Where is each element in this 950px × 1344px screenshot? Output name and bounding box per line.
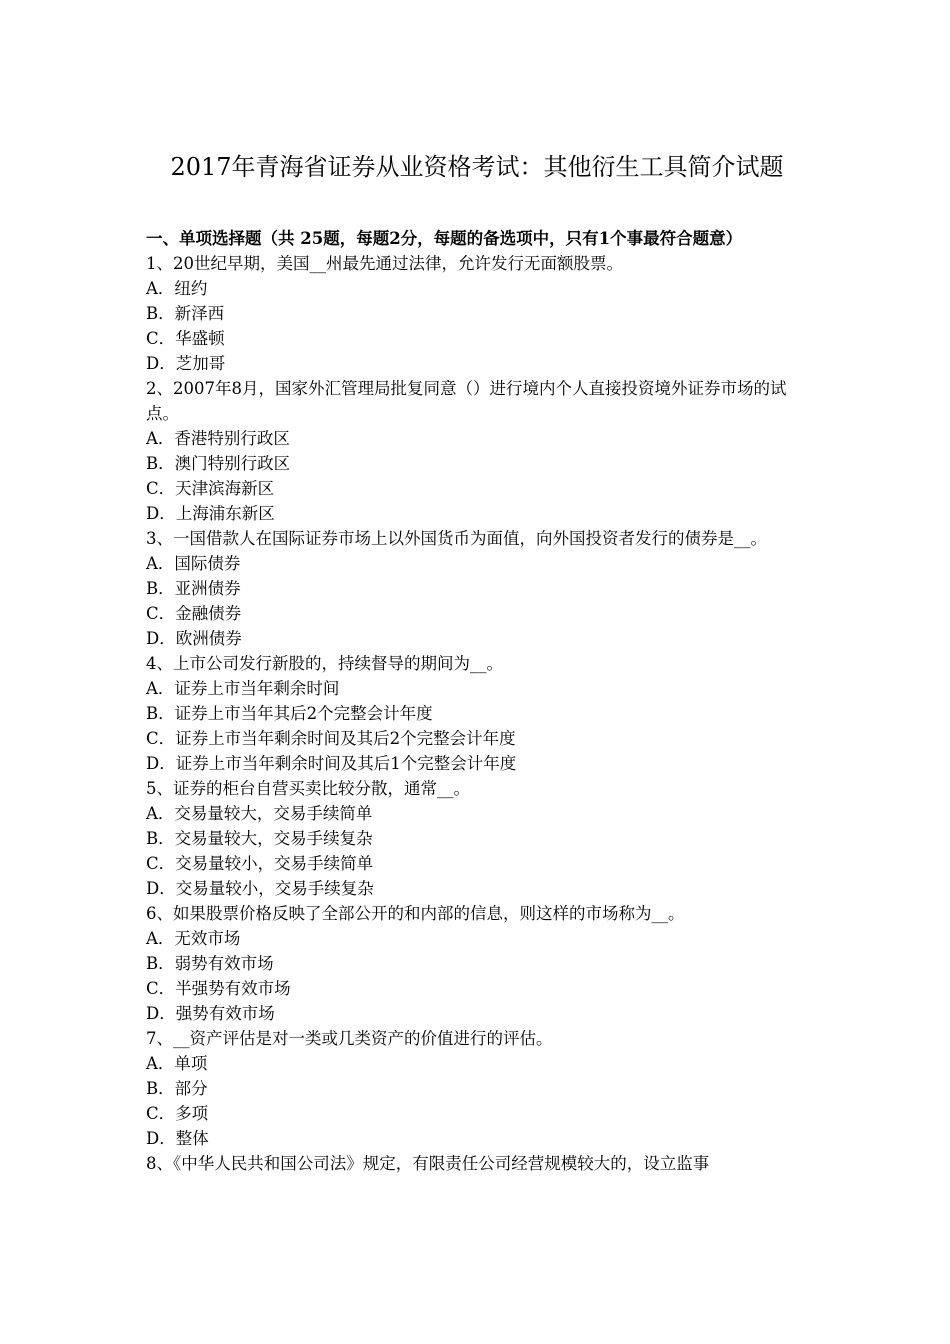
question-block: [146, 1026, 808, 1151]
question-block: [146, 526, 808, 651]
question-block: [146, 376, 808, 526]
question-stem: 1、20世纪早期，美国__州最先通过法律，允许发行无面额股票。: [146, 254, 623, 273]
answer-option: B．新泽西: [146, 304, 225, 323]
answer-option: D．整体: [146, 1129, 209, 1148]
answer-option: C．半强势有效市场: [146, 979, 291, 998]
answer-option: A．无效市场: [146, 929, 241, 948]
answer-option: B．部分: [146, 1079, 208, 1098]
question-list: [146, 251, 808, 1176]
answer-option: A．香港特别行政区: [146, 429, 290, 448]
answer-option: B．澳门特别行政区: [146, 454, 291, 473]
question-stem: 7、__资产评估是对一类或几类资产的价值进行的评估。: [146, 1029, 553, 1048]
answer-option: B．亚洲债券: [146, 579, 241, 598]
answer-option: B．交易量较大，交易手续复杂: [146, 829, 373, 848]
answer-option: B．弱势有效市场: [146, 954, 274, 973]
document-title: 2017年青海省证券从业资格考试：其他衍生工具简介试题: [170, 153, 784, 181]
answer-option: B．证券上市当年其后2个完整会计年度: [146, 704, 433, 723]
question-stem: 2、2007年8月，国家外汇管理局批复同意（）进行境内个人直接投资境外证券市场的试点。: [146, 379, 787, 423]
answer-option: C．华盛顿: [146, 329, 225, 348]
question-stem: 4、上市公司发行新股的，持续督导的期间为__。: [146, 654, 503, 673]
question-stem: 3、一国借款人在国际证券市场上以外国货币为面值，向外国投资者发行的债券是__。: [146, 529, 767, 548]
question-stem: 8、《中华人民共和国公司法》规定，有限责任公司经营规模较大的，设立监事: [146, 1154, 710, 1173]
question-block: [146, 251, 808, 376]
answer-option: D．证券上市当年剩余时间及其后1个完整会计年度: [146, 754, 517, 773]
answer-option: D．上海浦东新区: [146, 504, 275, 523]
answer-option: C．金融债券: [146, 604, 242, 623]
answer-option: C．证券上市当年剩余时间及其后2个完整会计年度: [146, 729, 516, 748]
answer-option: A．单项: [146, 1054, 208, 1073]
answer-option: C．多项: [146, 1104, 209, 1123]
answer-option: D．交易量较小，交易手续复杂: [146, 879, 374, 898]
question-block: [146, 1151, 808, 1176]
answer-option: D．芝加哥: [146, 354, 226, 373]
answer-option: C．交易量较小，交易手续简单: [146, 854, 374, 873]
answer-option: A．国际债券: [146, 554, 241, 573]
question-block: [146, 651, 808, 776]
answer-option: A．证券上市当年剩余时间: [146, 679, 340, 698]
answer-option: A．纽约: [146, 279, 208, 298]
question-stem: 5、证券的柜台自营买卖比较分散，通常__。: [146, 779, 470, 798]
section-heading: 一、单项选择题（共 25题，每题2分，每题的备选项中，只有1个事最符合题意）: [146, 229, 743, 248]
answer-option: D．欧洲债券: [146, 629, 242, 648]
answer-option: D．强势有效市场: [146, 1004, 275, 1023]
answer-option: A．交易量较大，交易手续简单: [146, 804, 373, 823]
question-stem: 6、如果股票价格反映了全部公开的和内部的信息，则这样的市场称为__。: [146, 904, 685, 923]
question-block: [146, 776, 808, 901]
answer-option: C．天津滨海新区: [146, 479, 275, 498]
question-block: [146, 901, 808, 1026]
